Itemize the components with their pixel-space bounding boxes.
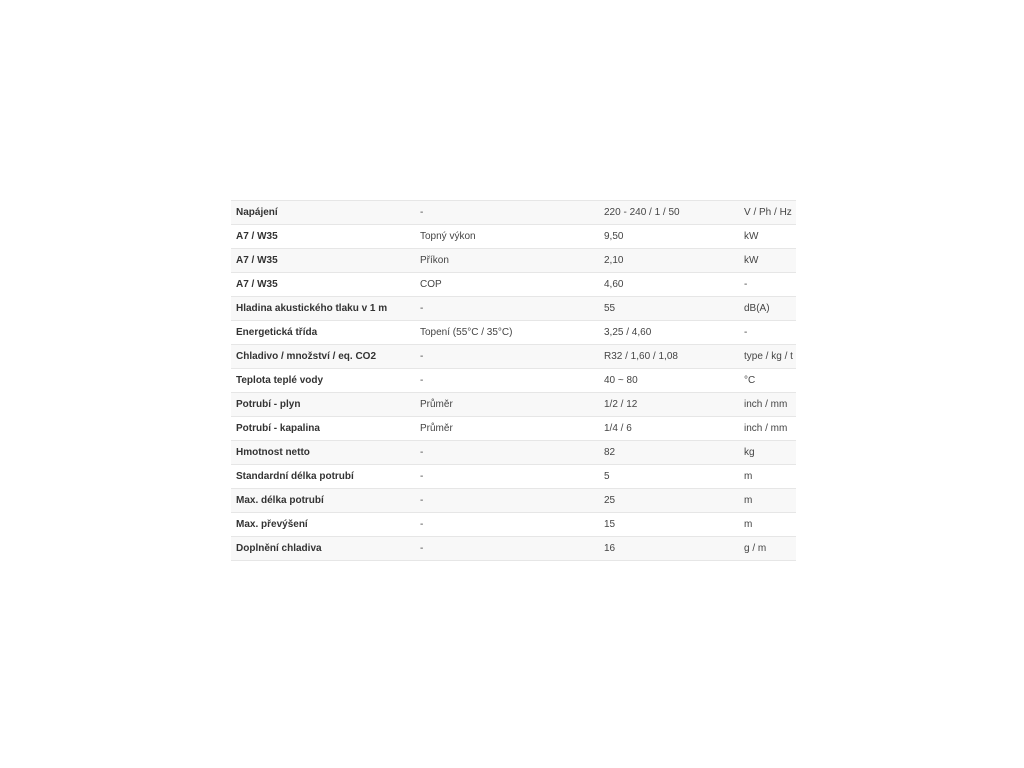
parameter-condition: Topení (55°C / 35°C): [420, 327, 513, 338]
parameter-unit: -: [744, 279, 748, 290]
parameter-value: 4,60: [604, 279, 624, 290]
parameter-unit: dB(A): [744, 303, 770, 314]
table-row: [231, 225, 796, 249]
parameter-condition: COP: [420, 279, 442, 290]
parameter-unit: inch / mm: [744, 399, 788, 410]
table-row: [231, 393, 796, 417]
parameter-name: Max. délka potrubí: [236, 495, 324, 506]
parameter-unit: -: [744, 327, 748, 338]
parameter-unit: kW: [744, 255, 759, 266]
parameter-value: R32 / 1,60 / 1,08: [604, 351, 678, 362]
parameter-value: 2,10: [604, 255, 624, 266]
parameter-unit: m: [744, 519, 753, 530]
parameter-value: 220 - 240 / 1 / 50: [604, 207, 680, 218]
parameter-condition: Příkon: [420, 255, 449, 266]
table-row: [231, 369, 796, 393]
parameter-condition: -: [420, 447, 424, 458]
table-row: [231, 321, 796, 345]
parameter-unit: inch / mm: [744, 423, 788, 434]
parameter-name: A7 / W35: [236, 255, 278, 266]
spec-table-body: [231, 201, 796, 561]
parameter-unit: g / m: [744, 543, 767, 554]
parameter-condition: -: [420, 351, 424, 362]
parameter-unit: m: [744, 495, 753, 506]
parameter-unit: m: [744, 471, 753, 482]
parameter-name: Potrubí - kapalina: [236, 423, 320, 434]
parameter-condition: -: [420, 495, 424, 506]
parameter-unit: type / kg / t: [744, 351, 793, 362]
parameter-value: 55: [604, 303, 616, 314]
spec-table: [231, 200, 796, 561]
parameter-value: 40 ~ 80: [604, 375, 638, 386]
parameter-name: A7 / W35: [236, 231, 278, 242]
table-row: [231, 201, 796, 225]
parameter-unit: °C: [744, 375, 756, 386]
parameter-name: Napájení: [236, 207, 278, 218]
parameter-value: 82: [604, 447, 616, 458]
parameter-name: Doplnění chladiva: [236, 543, 322, 554]
parameter-condition: -: [420, 471, 424, 482]
parameter-unit: V / Ph / Hz: [744, 207, 792, 218]
parameter-value: 15: [604, 519, 616, 530]
parameter-name: Chladivo / množství / eq. CO2: [236, 351, 377, 362]
parameter-value: 9,50: [604, 231, 624, 242]
parameter-condition: -: [420, 543, 424, 554]
table-row: [231, 273, 796, 297]
parameter-value: 3,25 / 4,60: [604, 327, 652, 338]
parameter-name: Max. převýšení: [236, 519, 308, 530]
table-row: [231, 417, 796, 441]
parameter-condition: -: [420, 519, 424, 530]
parameter-condition: -: [420, 303, 424, 314]
parameter-value: 1/4 / 6: [604, 423, 632, 434]
table-row: [231, 465, 796, 489]
table-row: [231, 297, 796, 321]
parameter-name: A7 / W35: [236, 279, 278, 290]
table-row: [231, 489, 796, 513]
parameter-value: 1/2 / 12: [604, 399, 638, 410]
parameter-value: 16: [604, 543, 616, 554]
parameter-name: Energetická třída: [236, 327, 318, 338]
parameter-condition: Topný výkon: [420, 231, 476, 242]
table-row: [231, 441, 796, 465]
parameter-name: Hmotnost netto: [236, 447, 310, 458]
table-row: [231, 513, 796, 537]
parameter-name: Hladina akustického tlaku v 1 m: [236, 303, 388, 314]
table-row: [231, 537, 796, 561]
parameter-unit: kW: [744, 231, 759, 242]
parameter-value: 25: [604, 495, 616, 506]
parameter-name: Standardní délka potrubí: [236, 471, 354, 482]
parameter-condition: -: [420, 375, 424, 386]
parameter-unit: kg: [744, 447, 755, 458]
table-row: [231, 345, 796, 369]
parameter-condition: Průměr: [420, 423, 453, 434]
parameter-name: Potrubí - plyn: [236, 399, 301, 410]
parameter-name: Teplota teplé vody: [236, 375, 324, 386]
parameter-condition: -: [420, 207, 424, 218]
parameter-condition: Průměr: [420, 399, 453, 410]
parameter-value: 5: [604, 471, 610, 482]
table-row: [231, 249, 796, 273]
